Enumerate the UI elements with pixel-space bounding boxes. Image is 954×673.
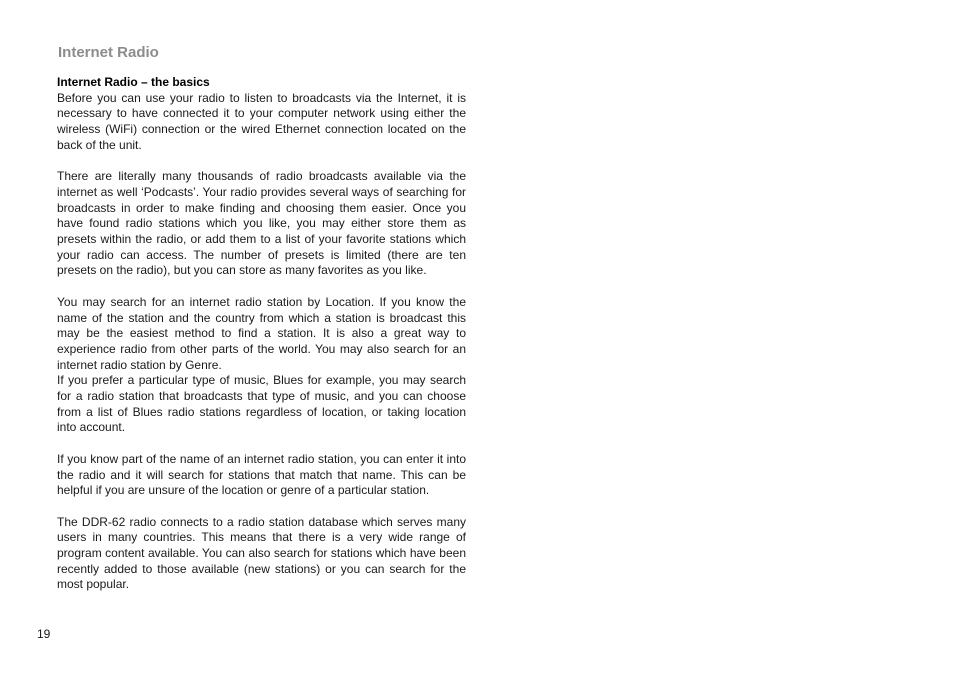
paragraph-database: The DDR-62 radio connects to a radio station database which serves many users in many countries. This means that there is a very wide range of program content available. You can also search for stations which have been recently added to those available (new stations) or you can search for the most popular. xyxy=(57,514,466,592)
paragraph-name-search: If you know part of the name of an internet radio station, you can enter it into the radio and it will search for stations that match that name. This can be helpful if you are unsure of the location or genre of a particular station. xyxy=(57,451,466,498)
paragraph-location: You may search for an internet radio station by Location. If you know the name of the station and the country from which a station is broadcast this may be the easiest method to find a station. It is also a great way to experience radio from other parts of the world. You may also search for an internet radio station by Genre. xyxy=(57,294,466,372)
section-content xyxy=(57,75,466,593)
section-heading: Internet Radio – the basics xyxy=(57,75,210,89)
paragraph-broadcasts: There are literally many thousands of radio broadcasts available via the internet as well ‘Podcasts’. Your radio provides several ways of searching for broadcasts in order to make finding and choosing them easier. Once you have found radio stations which you like, you may either store them as presets within the radio, or add them to a list of your favorite stations which your radio can access. The number of presets is limited (there are ten presets on the radio), but you can store as many favorites as you like. xyxy=(57,169,466,278)
page-title: Internet Radio xyxy=(58,44,159,61)
paragraph-genre: If you prefer a particular type of music, Blues for example, you may search for a radio station that broadcasts that type of music, and you can choose from a list of Blues radio stations regardless of location, or taking location into account. xyxy=(57,373,466,435)
page-number: 19 xyxy=(37,627,51,641)
paragraph-basics: Before you can use your radio to listen to broadcasts via the Internet, it is necessary to have connected it to your computer network using either the wireless (WiFi) connection or the wired Ethernet connection located on the back of the unit. xyxy=(57,90,466,152)
